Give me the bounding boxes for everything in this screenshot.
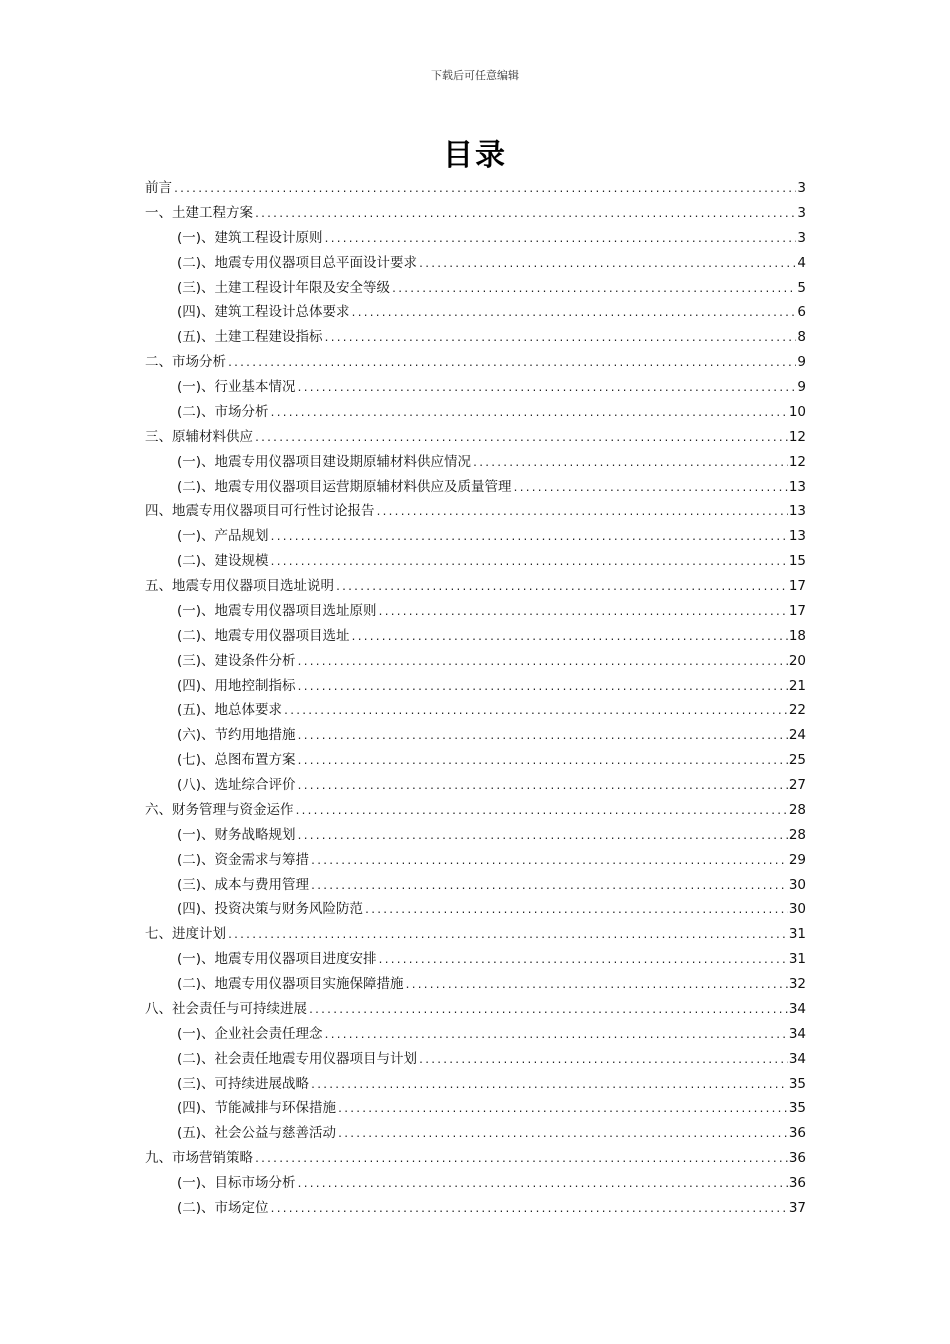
toc-entry[interactable] [145, 475, 806, 500]
toc-entry-label: (二)、资金需求与筹措 [177, 851, 310, 868]
toc-leader-dots [310, 850, 788, 875]
toc-entry-label: (五)、地总体要求 [177, 702, 283, 719]
toc-leader-dots [308, 999, 788, 1024]
toc-entry[interactable] [145, 649, 806, 674]
toc-leader-dots [310, 1074, 788, 1099]
toc-entry-label: (一)、目标市场分析 [177, 1175, 296, 1191]
toc-entry[interactable] [145, 624, 806, 649]
toc-entry-label: (八)、选址综合评价 [177, 777, 296, 793]
toc-entry-page-number: 37 [788, 1199, 806, 1216]
toc-entry-label: 一、土建工程方案 [145, 204, 253, 221]
toc-entry-label: 三、原辅材料供应 [145, 428, 253, 445]
toc-entry-label: (一)、地震专用仪器项目进度安排 [177, 951, 377, 968]
toc-entry-page-number: 27 [788, 777, 806, 793]
toc-leader-dots [270, 551, 788, 576]
toc-entry-page-number: 5 [797, 279, 806, 296]
toc-entry-page-number: 31 [788, 926, 806, 943]
toc-leader-dots [337, 1123, 788, 1148]
toc-entry-page-number: 21 [788, 677, 806, 694]
toc-entry-label: (一)、财务战略规划 [177, 826, 296, 843]
toc-entry[interactable] [145, 798, 806, 823]
toc-entry-label: (二)、地震专用仪器项目总平面设计要求 [177, 254, 418, 271]
toc-leader-dots [270, 526, 788, 551]
toc-entry-page-number: 17 [788, 578, 806, 594]
toc-leader-dots [254, 203, 796, 228]
toc-entry-page-number: 28 [788, 826, 806, 843]
toc-entry[interactable] [145, 201, 806, 226]
toc-entry-page-number: 34 [788, 1000, 806, 1017]
toc-entry[interactable] [145, 425, 806, 450]
toc-leader-dots [173, 178, 796, 203]
toc-entry[interactable] [145, 897, 806, 922]
toc-leader-dots [283, 700, 788, 725]
toc-entry-page-number: 20 [788, 652, 806, 669]
toc-entry-label: (一)、行业基本情况 [177, 379, 296, 395]
toc-entry-page-number: 34 [788, 1050, 806, 1067]
toc-leader-dots [270, 1198, 788, 1223]
toc-entry-label: (一)、产品规划 [177, 528, 269, 545]
toc-entry-page-number: 3 [797, 204, 806, 221]
toc-entry-label: (四)、投资决策与财务风险防范 [177, 901, 364, 918]
toc-entry-label: (二)、社会责任地震专用仪器项目与计划 [177, 1050, 418, 1067]
toc-leader-dots [513, 477, 788, 502]
toc-entry-label: (三)、土建工程设计年限及安全等级 [177, 279, 391, 296]
toc-entry-page-number: 13 [788, 478, 806, 495]
toc-entry-label: (五)、社会公益与慈善活动 [177, 1125, 337, 1142]
toc-leader-dots [378, 601, 788, 626]
toc-entry[interactable] [145, 300, 806, 325]
toc-entry-label: (四)、建筑工程设计总体要求 [177, 304, 350, 321]
toc-leader-dots [324, 327, 797, 352]
toc-entry-label: 四、地震专用仪器项目可行性讨论报告 [145, 503, 375, 520]
toc-leader-dots [297, 676, 788, 701]
toc-entry-page-number: 36 [788, 1175, 806, 1191]
toc-entry-label: (五)、土建工程建设指标 [177, 329, 323, 346]
toc-entry-label: (二)、地震专用仪器项目运营期原辅材料供应及质量管理 [177, 478, 512, 495]
header-note: 下载后可任意编辑 [431, 69, 519, 82]
toc-entry[interactable] [145, 400, 806, 425]
toc-entry[interactable] [145, 499, 806, 524]
toc-entry[interactable] [145, 251, 806, 276]
toc-entry-page-number: 30 [788, 876, 806, 893]
toc-leader-dots [254, 1148, 788, 1173]
toc-entry-page-number: 22 [788, 702, 806, 719]
toc-leader-dots [376, 501, 788, 526]
toc-entry-page-number: 25 [788, 752, 806, 769]
toc-entry-page-number: 36 [788, 1150, 806, 1167]
toc-entry[interactable] [145, 773, 806, 798]
toc-entry-label: (四)、用地控制指标 [177, 677, 296, 694]
toc-entry[interactable] [145, 674, 806, 699]
toc-entry-label: (七)、总图布置方案 [177, 752, 296, 769]
toc-entry[interactable] [145, 1196, 806, 1221]
toc-entry[interactable] [145, 549, 806, 574]
toc-entry-page-number: 31 [788, 951, 806, 968]
toc-entry[interactable] [145, 1096, 806, 1121]
toc-title: 目录 [443, 138, 507, 173]
toc-entry-page-number: 34 [788, 1025, 806, 1042]
toc-leader-dots [324, 228, 797, 253]
toc-entry-page-number: 9 [797, 379, 806, 395]
toc-entry-page-number: 35 [788, 1100, 806, 1117]
toc-entry-label: 八、社会责任与可持续进展 [145, 1000, 307, 1017]
toc-leader-dots [297, 750, 788, 775]
toc-entry[interactable] [145, 873, 806, 898]
toc-entry[interactable] [145, 450, 806, 475]
toc-entry[interactable] [145, 226, 806, 251]
toc-entry-page-number: 29 [788, 851, 806, 868]
toc-leader-dots [297, 725, 788, 750]
toc-entry-page-number: 8 [797, 329, 806, 346]
toc-leader-dots [254, 427, 788, 452]
toc-entry-page-number: 12 [788, 453, 806, 470]
toc-entry[interactable] [145, 848, 806, 873]
toc-entry[interactable] [145, 698, 806, 723]
toc-entry-page-number: 6 [797, 304, 806, 321]
toc-entry[interactable] [145, 524, 806, 549]
toc-entry-page-number: 10 [788, 403, 806, 420]
toc-entry-label: (一)、企业社会责任理念 [177, 1025, 323, 1042]
toc-entry[interactable] [145, 176, 806, 201]
toc-entry-page-number: 15 [788, 553, 806, 570]
toc-entry-label: (二)、市场分析 [177, 403, 269, 420]
toc-leader-dots [472, 452, 788, 477]
toc-entry-page-number: 28 [788, 801, 806, 818]
toc-entry-label: (一)、建筑工程设计原则 [177, 229, 323, 246]
toc-leader-dots [227, 924, 788, 949]
toc-entry-page-number: 35 [788, 1075, 806, 1092]
toc-entry[interactable] [145, 972, 806, 997]
toc-leader-dots [227, 352, 796, 377]
toc-entry-page-number: 4 [797, 254, 806, 271]
toc-leader-dots [418, 253, 796, 278]
toc-entry[interactable] [145, 276, 806, 301]
toc-entry-label: (六)、节约用地措施 [177, 727, 296, 744]
toc-leader-dots [405, 974, 788, 999]
toc-leader-dots [310, 875, 788, 900]
toc-entry-label: 六、财务管理与资金运作 [145, 801, 294, 818]
toc-entry-label: (一)、地震专用仪器项目选址原则 [177, 602, 377, 619]
toc-entry[interactable] [145, 997, 806, 1022]
toc-leader-dots [297, 775, 788, 800]
toc-entry[interactable] [145, 1072, 806, 1097]
toc-entry-label: (二)、地震专用仪器项目实施保障措施 [177, 976, 404, 992]
toc-entry[interactable] [145, 1146, 806, 1171]
toc-entry-page-number: 17 [788, 602, 806, 619]
toc-leader-dots [335, 576, 788, 601]
toc-leader-dots [295, 800, 788, 825]
toc-entry-label: 九、市场营销策略 [145, 1150, 253, 1167]
toc-entry-page-number: 32 [788, 976, 806, 992]
toc-entry[interactable] [145, 823, 806, 848]
toc-entry-page-number: 3 [797, 229, 806, 246]
toc-leader-dots [391, 278, 796, 303]
toc-leader-dots [351, 302, 797, 327]
toc-entry-label: (四)、节能减排与环保措施 [177, 1100, 337, 1117]
toc-entry-label: 二、市场分析 [145, 354, 226, 371]
toc-entry-page-number: 24 [788, 727, 806, 744]
toc-entry-label: 前言 [145, 180, 172, 196]
toc-entry[interactable] [145, 350, 806, 375]
toc-leader-dots [297, 1173, 788, 1198]
toc-entry[interactable] [145, 1022, 806, 1047]
toc-leader-dots [418, 1049, 788, 1074]
toc-entry[interactable] [145, 325, 806, 350]
toc-entry-page-number: 9 [797, 354, 806, 371]
toc-entry-page-number: 13 [788, 503, 806, 520]
toc-entry[interactable] [145, 574, 806, 599]
toc-entry[interactable] [145, 375, 806, 400]
toc-leader-dots [324, 1024, 788, 1049]
toc-entry-label: (三)、成本与费用管理 [177, 876, 310, 893]
toc-entry[interactable] [145, 1171, 806, 1196]
toc-entry-page-number: 30 [788, 901, 806, 918]
toc-entry-page-number: 36 [788, 1125, 806, 1142]
toc-entry-label: (一)、地震专用仪器项目建设期原辅材料供应情况 [177, 453, 472, 470]
toc-entry-label: 五、地震专用仪器项目选址说明 [145, 578, 334, 594]
toc-entry[interactable] [145, 723, 806, 748]
toc-leader-dots [297, 651, 788, 676]
toc-leader-dots [270, 402, 788, 427]
toc-entry-page-number: 3 [797, 180, 806, 196]
toc-entry[interactable] [145, 1047, 806, 1072]
toc-entry-label: 七、进度计划 [145, 926, 226, 943]
table-of-contents [145, 176, 806, 1221]
toc-leader-dots [351, 626, 788, 651]
toc-entry[interactable] [145, 922, 806, 947]
toc-entry[interactable] [145, 748, 806, 773]
toc-entry-page-number: 18 [788, 627, 806, 644]
toc-leader-dots [337, 1098, 788, 1123]
toc-entry-page-number: 13 [788, 528, 806, 545]
toc-entry-label: (三)、可持续进展战略 [177, 1075, 310, 1092]
toc-leader-dots [378, 949, 788, 974]
toc-entry[interactable] [145, 599, 806, 624]
toc-entry-label: (二)、地震专用仪器项目选址 [177, 627, 350, 644]
toc-entry-label: (二)、建设规模 [177, 553, 269, 570]
toc-leader-dots [297, 825, 788, 850]
toc-entry-page-number: 12 [788, 428, 806, 445]
toc-entry-label: (二)、市场定位 [177, 1199, 269, 1216]
toc-leader-dots [297, 377, 797, 402]
toc-entry[interactable] [145, 1121, 806, 1146]
toc-entry-label: (三)、建设条件分析 [177, 652, 296, 669]
toc-entry[interactable] [145, 947, 806, 972]
toc-leader-dots [364, 899, 788, 924]
